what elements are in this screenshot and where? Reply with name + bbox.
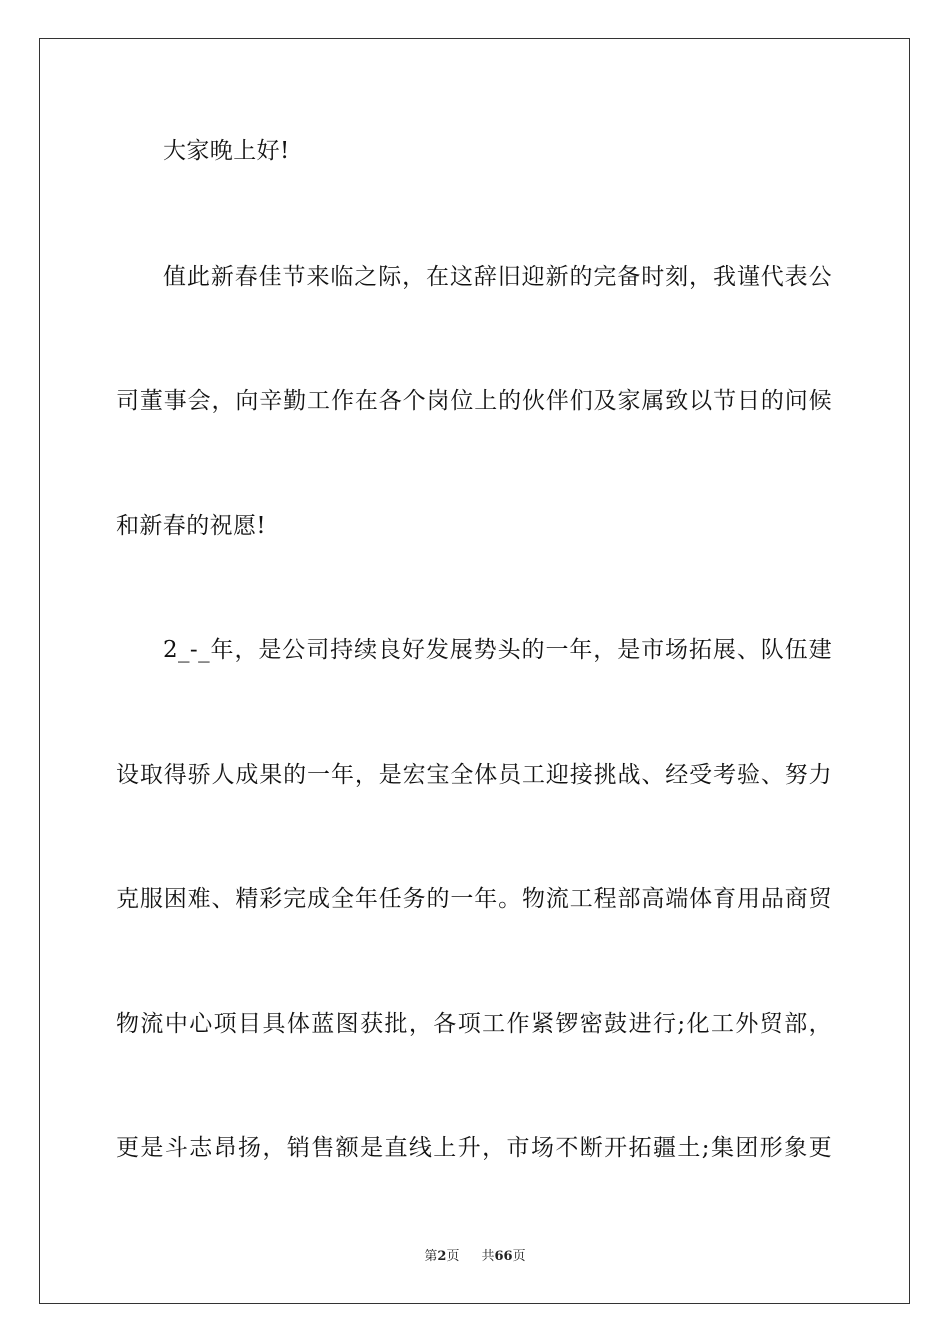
page-border [39, 38, 910, 1304]
text-line-paragraph-1-line-1: 值此新春佳节来临之际，在这辞旧迎新的完备时刻，我谨代表公 [163, 264, 832, 290]
footer-page-prefix: 第 [424, 1249, 438, 1264]
text-line-greeting: 大家晚上好! [163, 138, 290, 164]
footer-page-suffix: 页 [446, 1249, 460, 1264]
footer-total-pages: 66 [494, 1249, 513, 1264]
text-line-paragraph-1-line-2: 司董事会，向辛勤工作在各个岗位上的伙伴们及家属致以节日的问候 [116, 388, 832, 414]
text-line-paragraph-1-line-3: 和新春的祝愿! [116, 513, 267, 539]
page-footer [0, 1248, 950, 1266]
text-line-paragraph-2-line-1: 2_-_年，是公司持续良好发展势头的一年，是市场拓展、队伍建 [163, 637, 832, 663]
footer-page-number: 2 [437, 1249, 447, 1264]
text-line-paragraph-2-line-4: 物流中心项目具体蓝图获批，各项工作紧锣密鼓进行;化工外贸部， [116, 1011, 832, 1037]
text-line-paragraph-2-line-2: 设取得骄人成果的一年，是宏宝全体员工迎接挑战、经受考验、努力 [116, 762, 832, 788]
footer-total-suffix: 页 [512, 1249, 526, 1264]
text-line-paragraph-2-line-3: 克服困难、精彩完成全年任务的一年。物流工程部高端体育用品商贸 [116, 886, 832, 912]
text-line-paragraph-2-line-5: 更是斗志昂扬，销售额是直线上升，市场不断开拓疆土;集团形象更 [116, 1135, 832, 1161]
footer-total-prefix: 共 [481, 1249, 495, 1264]
